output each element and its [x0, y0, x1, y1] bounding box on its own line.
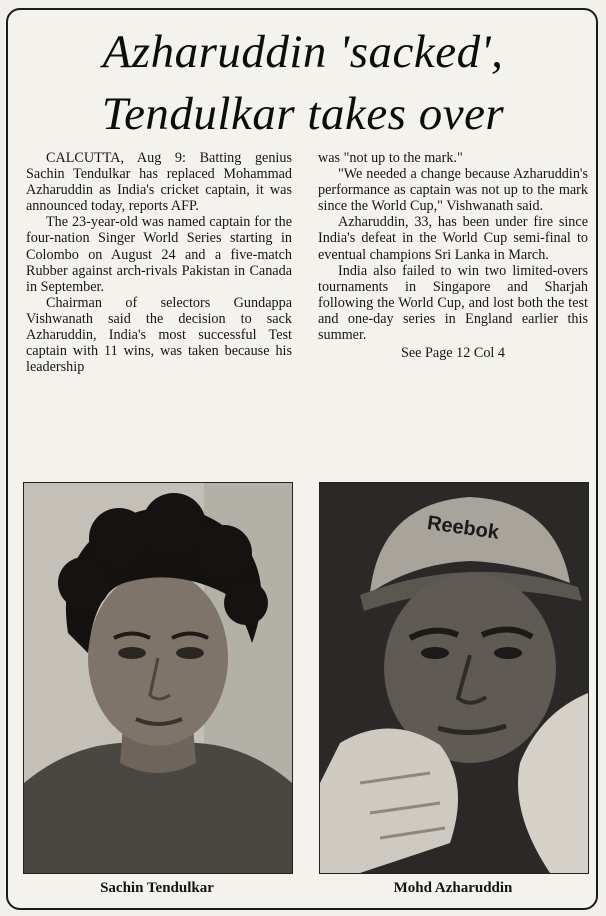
photo-caption-tendulkar: Sachin Tendulkar [100, 880, 214, 896]
photo-caption-azharuddin: Mohd Azharuddin [393, 880, 513, 896]
paragraph: CALCUTTA, Aug 9: Batting genius Sachin Tendulkar has replaced Mohammad Azharuddin as India's cricket captain, it was announced today, reports AFP. [26, 150, 292, 215]
portrait-illustration [320, 483, 588, 873]
headline-line-2: Tendulkar takes over [101, 88, 505, 140]
paragraph: was "not up to the mark." [318, 150, 463, 166]
portrait-illustration [24, 483, 292, 873]
paragraph: Azharuddin, 33, has been under fire since India's defeat in the World Cup semi-final to eventual champions Sri Lanka in March. [318, 214, 588, 263]
article-column-right [318, 150, 588, 361]
photo-sachin-tendulkar [23, 482, 293, 874]
paragraph: "We needed a change because Azharuddin's performance as captain was not up to the mark since the World Cup," Vishwanath said. [318, 166, 588, 215]
see-page-reference: See Page 12 Col 4 [400, 345, 506, 362]
headline-line-1: Azharuddin 'sacked', [102, 26, 504, 78]
cap-logo: Reebok [425, 512, 501, 544]
paragraph: The 23-year-old was named captain for the four-nation Singer World Series starting in Colombo on August 24 and a five-match Rubber against arch-rivals Pakistan in Canada in September. [26, 214, 292, 295]
article-column-left [26, 150, 292, 375]
photo-mohd-azharuddin [319, 482, 589, 874]
paragraph: India also failed to win two limited-overs tournaments in Singapore and Sharjah following the World Cup, and lost both the test and one-day series in England earlier this summer. [318, 262, 588, 344]
paragraph: Chairman of selectors Gundappa Vishwanath said the decision to sack Azharuddin, India's most successful Test captain with 11 wins, was taken because his leadership [26, 294, 292, 376]
